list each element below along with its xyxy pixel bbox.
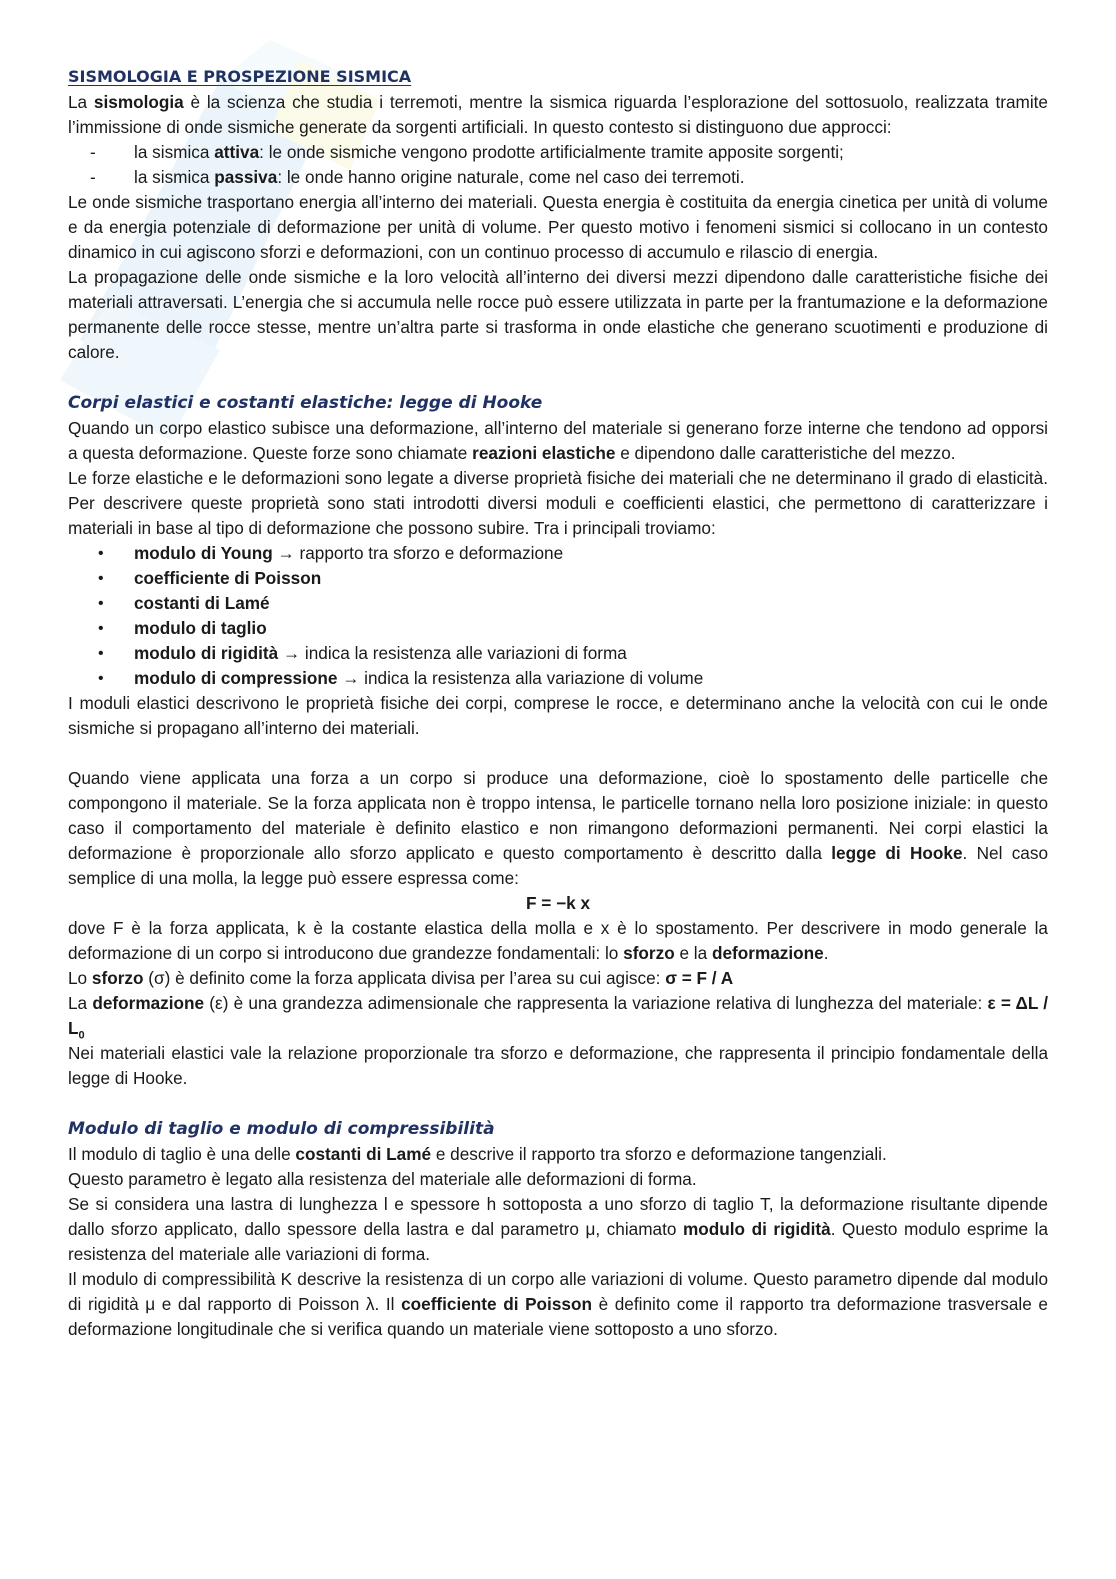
paragraph: Quando un corpo elastico subisce una deformazione, all’interno del materiale si generano forze interne che tendono ad opporsi a questa deformazione. Queste forze sono chiamate reazioni elastiche e dipendono dalle caratteristiche del mezzo. <box>68 418 1048 463</box>
list-item: - la sismica attiva: le onde sismiche vengono prodotte artificialmente tramite apposite sorgenti; <box>68 140 1048 165</box>
document-body <box>68 64 1048 1342</box>
paragraph: dove F è la forza applicata, k è la costante elastica della molla e x è lo spostamento. Per descrivere in modo generale la deformazione di un corpo si introducono due grandezze fondamentali: lo sforzo e la deformazione. <box>68 918 1048 963</box>
paragraph: Quando viene applicata una forza a un corpo si produce una deformazione, cioè lo spostamento delle particelle che compongono il materiale. Se la forza applicata non è troppo intensa, le particelle tornano nella loro posizione iniziale: in questo caso il comportamento del materiale è definito elastico e non rimangono deformazioni permanenti. Nei corpi elastici la deformazione è proporzionale allo sforzo applicato e questo comportamento è descritto dalla legge di Hooke. Nel caso semplice di una molla, la legge può essere espressa come: <box>68 768 1049 888</box>
paragraph: La sismologia è la scienza che studia i terremoti, mentre la sismica riguarda l’esplorazione del sottosuolo, realizzata tramite l’immissione di onde sismiche generate da sorgenti artificiali. In questo contesto si distinguono due approcci: <box>68 92 1048 137</box>
paragraph: Lo sforzo (σ) è definito come la forza applicata divisa per l’area su cui agisce: σ = F / A <box>68 968 734 988</box>
list-item: • modulo di taglio <box>68 616 1048 641</box>
paragraph: Nei materiali elastici vale la relazione proporzionale tra sforzo e deformazione, che rappresenta il principio fondamentale della legge di Hooke. <box>68 1043 1048 1088</box>
section-title-sismologia: SISMOLOGIA E PROSPEZIONE SISMICA <box>68 67 412 86</box>
paragraph: La deformazione (ε) è una grandezza adimensionale che rappresenta la variazione relativa di lunghezza del materiale: $\varepsilon = \Delta L / L_0$ <box>68 993 1049 1042</box>
bullet-list <box>68 541 1048 691</box>
paragraph: Questo parametro è legato alla resistenza del materiale alle deformazioni di forma. <box>68 1169 697 1189</box>
paragraph: Il modulo di compressibilità K descrive la resistenza di un corpo alle variazioni di volume. Questo parametro dipende dal modulo di rigidità μ e dal rapporto di Poisson λ. Il coefficiente di Poisson è definito come il rapporto tra deformazione trasversale e deformazione longitudinale che si verifica quando un materiale viene sottoposto a uno sforzo. <box>68 1269 1048 1339</box>
formula-hooke: F = −k x <box>525 893 591 913</box>
section-title-modulo-taglio: Modulo di taglio e modulo di compressibilità <box>68 1119 495 1139</box>
section-title-hooke: Corpi elastici e costanti elastiche: legge di Hooke <box>68 393 543 413</box>
dash-list <box>68 140 1048 190</box>
list-item: • modulo di compressione → indica la resistenza alla variazione di volume <box>68 666 1048 691</box>
paragraph: La propagazione delle onde sismiche e la loro velocità all’interno dei diversi mezzi dipendono dalle caratteristiche fisiche dei materiali attraversati. L’energia che si accumula nelle rocce può essere utilizzata in parte per la frantumazione e la deformazione permanente delle rocce stesse, mentre un’altra parte si trasforma in onde elastiche che generano scuotimenti e produzione di calore. <box>68 267 1048 362</box>
list-item: - la sismica passiva: le onde hanno origine naturale, come nel caso dei terremoti. <box>68 165 1048 190</box>
paragraph: Se si considera una lastra di lunghezza l e spessore h sottoposta a uno sforzo di taglio T, la deformazione risultante dipende dallo sforzo applicato, dallo spessore della lastra e dal parametro μ, chiamato modulo di rigidità. Questo modulo esprime la resistenza del materiale alle variazioni di forma. <box>68 1194 1048 1264</box>
paragraph: Le forze elastiche e le deformazioni sono legate a diverse proprietà fisiche dei materiali che ne determinano il grado di elasticità. Per descrivere queste proprietà sono stati introdotti diversi moduli e coefficienti elastici, che permettono di caratterizzare i materiali in base al tipo di deformazione che possono subire. Tra i principali troviamo: <box>68 468 1048 538</box>
list-item: • modulo di Young → rapporto tra sforzo e deformazione <box>68 541 1048 566</box>
paragraph: Le onde sismiche trasportano energia all’interno dei materiali. Questa energia è costituita da energia cinetica per unità di volume e da energia potenziale di deformazione per unità di volume. Per questo motivo i fenomeni sismici si collocano in un contesto dinamico in cui agiscono sforzi e deformazioni, con un continuo processo di accumulo e rilascio di energia. <box>68 192 1048 262</box>
list-item: • coefficiente di Poisson <box>68 566 1048 591</box>
list-item: • modulo di rigidità → indica la resistenza alle variazioni di forma <box>68 641 1048 666</box>
paragraph: Il modulo di taglio è una delle costanti di Lamé e descrive il rapporto tra sforzo e deformazione tangenziali. <box>68 1144 887 1164</box>
paragraph: I moduli elastici descrivono le proprietà fisiche dei corpi, comprese le rocce, e determinano anche la velocità con cui le onde sismiche si propagano all’interno dei materiali. <box>68 693 1048 738</box>
list-item: • costanti di Lamé <box>68 591 1048 616</box>
